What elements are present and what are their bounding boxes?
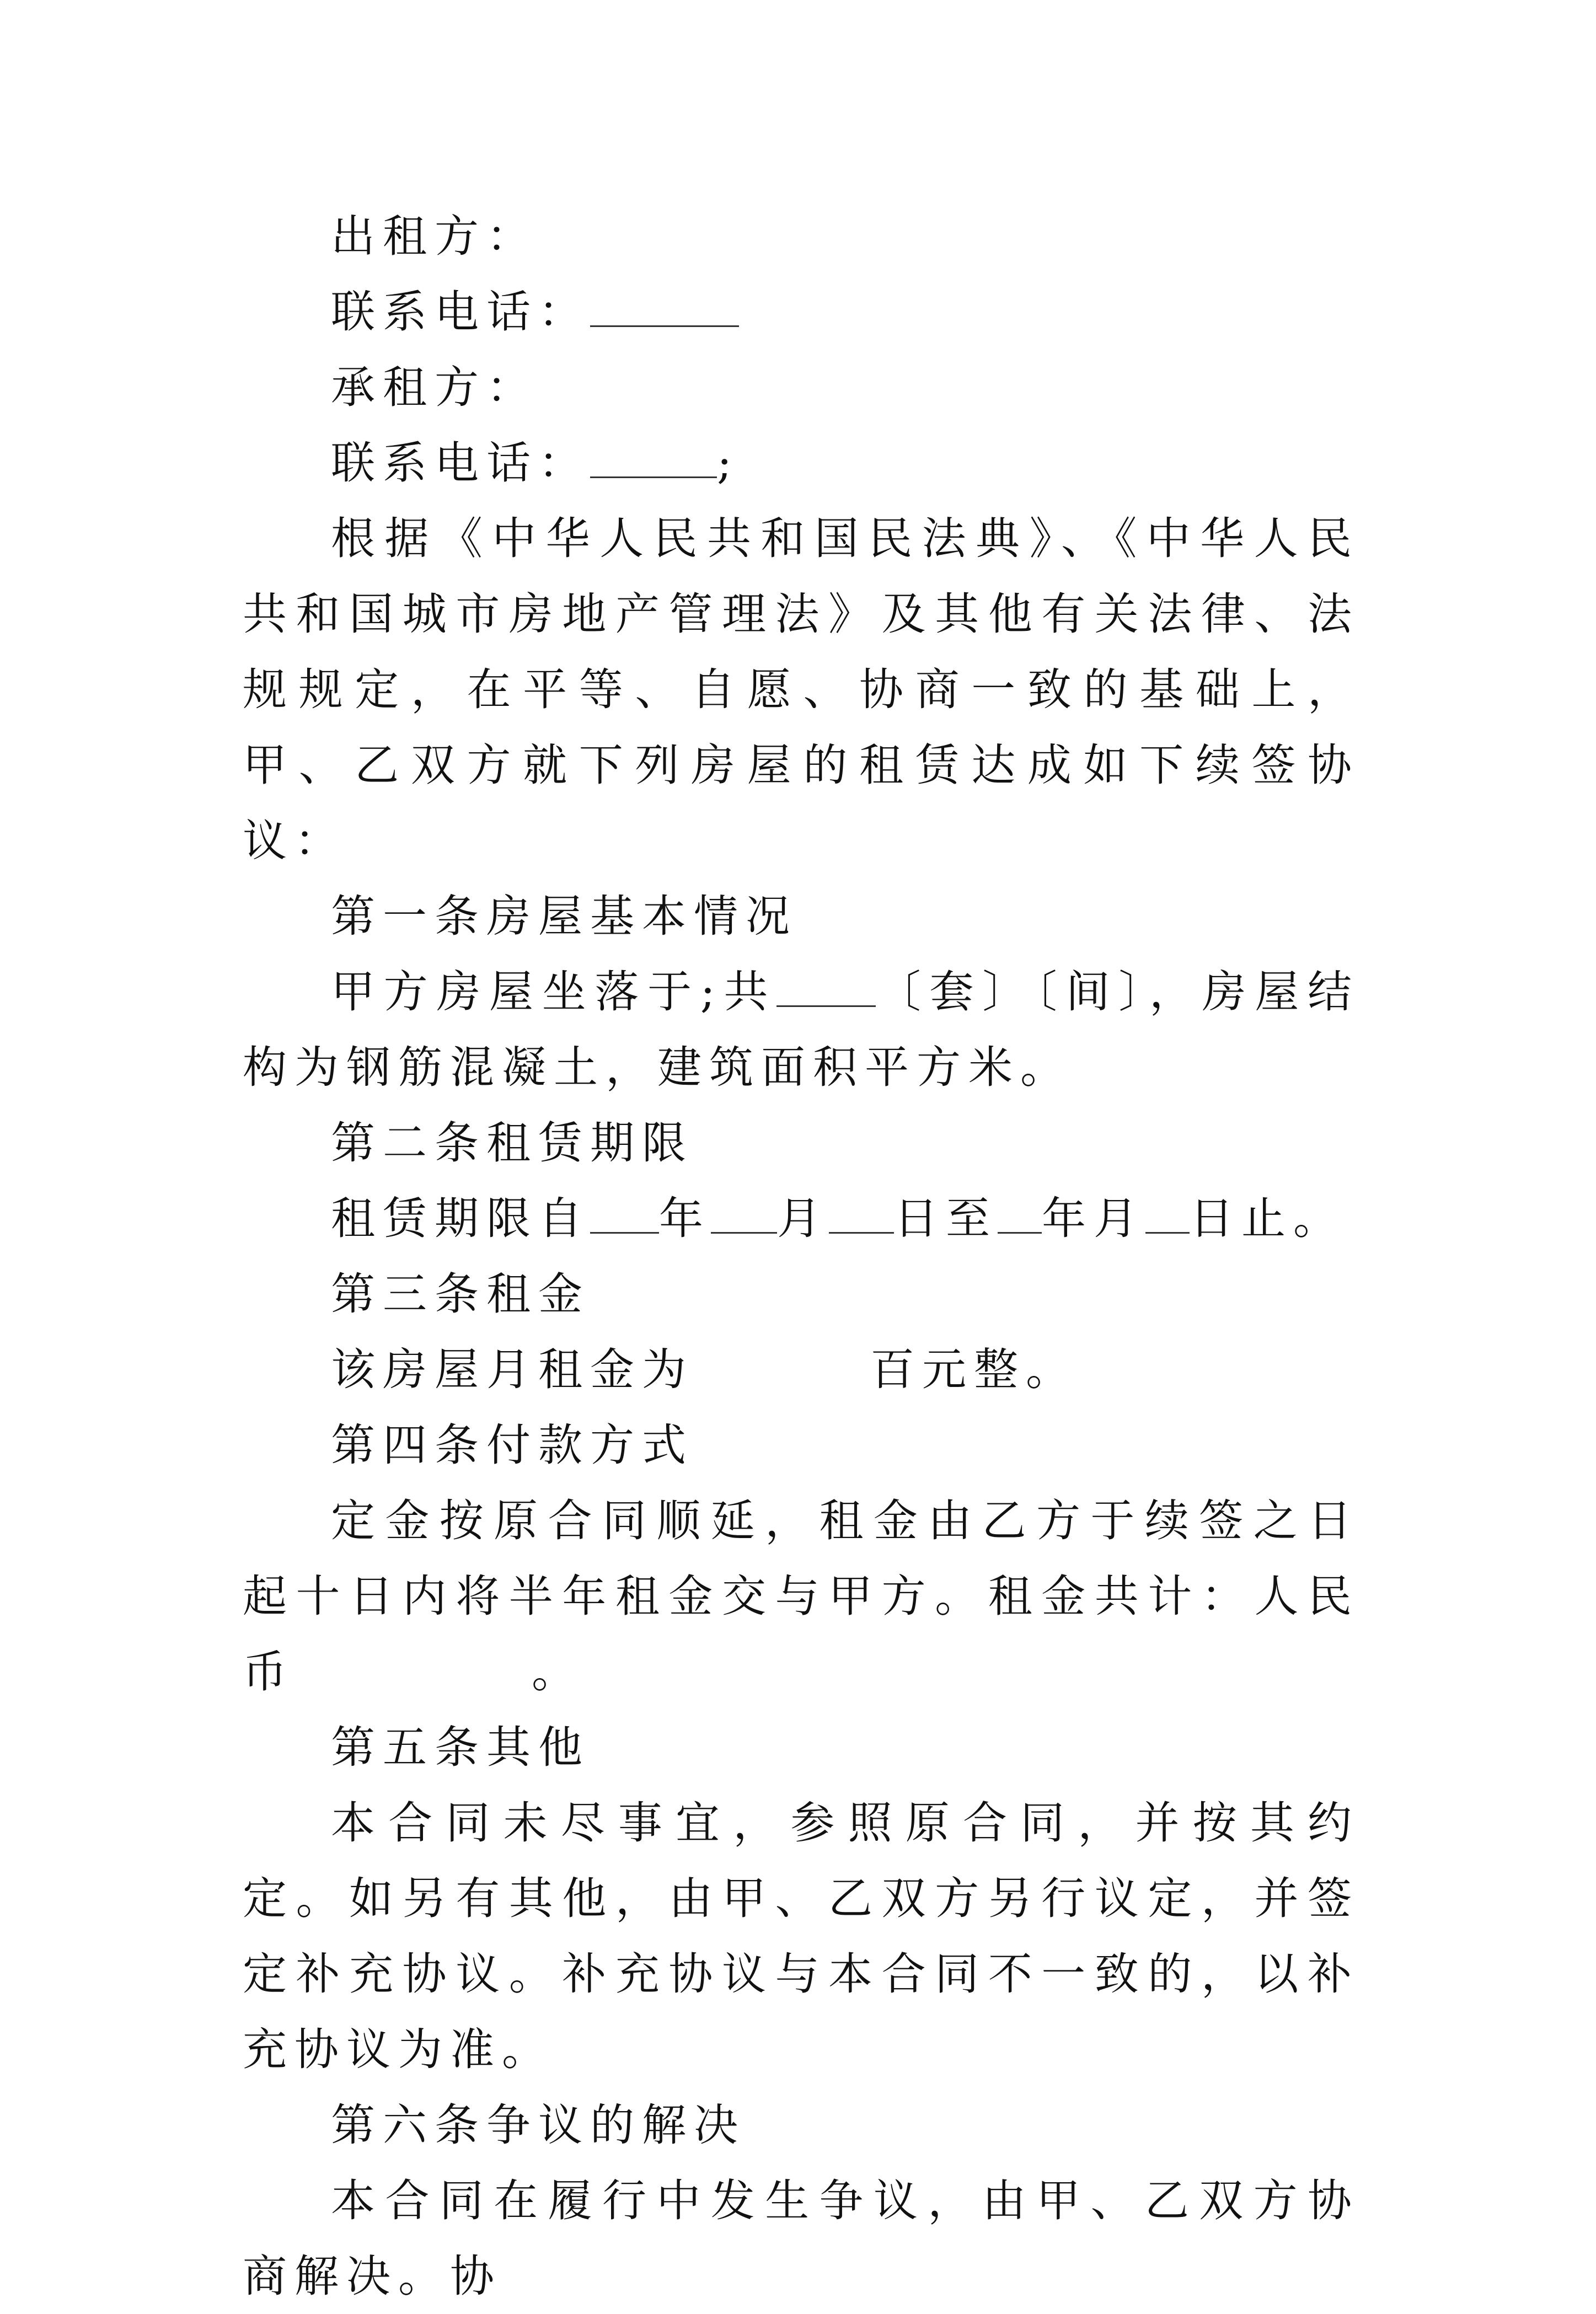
text-segment: 租赁期限自 <box>331 1193 590 1244</box>
intro-paragraph: 根据《中华人民共和国民法典》、《中华人民共和国城市房地产管理法》及其他有关法律、法规规定，在平等、自愿、协商一致的基础上，甲、乙双方就下列房屋的租赁达成如下续签协议： <box>243 513 1359 866</box>
text-segment: 该房屋月租金为 <box>331 1344 694 1395</box>
article-3-body <box>243 1332 1359 1407</box>
text-segment: 〔套〕〔间〕，房屋结构为钢筋混凝土，建筑面积平方米。 <box>243 966 1360 1093</box>
article-3-title: 第三条租金 <box>331 1268 590 1320</box>
article-1-body <box>243 954 1359 1105</box>
punctuation: ; <box>717 437 740 489</box>
lessee-label: 承租方： <box>331 362 538 413</box>
blank-field <box>590 1196 659 1234</box>
blank-field <box>590 440 717 478</box>
text-segment: 定金按原合同顺延，租金由乙方于续签之日起十日内将半年租金交与甲方。租金共计：人民币 <box>243 1495 1359 1697</box>
article-5-title: 第五条其他 <box>331 1722 590 1773</box>
text-segment: 年月 <box>1042 1193 1145 1244</box>
blank-field <box>1145 1196 1190 1234</box>
blank-field <box>998 1196 1042 1234</box>
article-5-body: 本合同未尽事宜，参照原合同，并按其约定。如另有其他，由甲、乙双方另行议定，并签定补充协议。补充协议与本合同不一致的，以补充协议为准。 <box>243 1797 1359 2075</box>
lessee-phone-line <box>243 425 1359 501</box>
text-segment: 年 <box>659 1193 711 1244</box>
blank-field <box>829 1196 894 1234</box>
lessor-phone-line <box>243 274 1359 350</box>
article-4-title: 第四条付款方式 <box>331 1420 694 1471</box>
article-1-title: 第一条房屋基本情况 <box>331 891 797 942</box>
article-2-body <box>243 1181 1359 1256</box>
blank-field <box>711 1196 777 1234</box>
contract-body <box>243 199 1359 2314</box>
lessee-line <box>243 350 1359 425</box>
blank-field <box>590 289 739 327</box>
article-2-title: 第二条租赁期限 <box>331 1117 694 1169</box>
text-segment: 日止。 <box>1190 1193 1345 1244</box>
article-6-title: 第六条争议的解决 <box>331 2099 746 2151</box>
phone-label: 联系电话： <box>331 286 590 338</box>
punctuation: 。 <box>532 1646 583 1697</box>
lessor-label: 出租方： <box>331 211 538 262</box>
blank-field <box>776 969 876 1007</box>
lessor-line <box>243 199 1359 274</box>
text-segment: 甲方房屋坐落于;共 <box>331 966 777 1017</box>
text-segment: 日至 <box>894 1193 998 1244</box>
text-segment: 百元整。 <box>870 1344 1078 1395</box>
article-6-body: 本合同在履行中发生争议，由甲、乙双方协商解决。协 <box>243 2175 1359 2302</box>
article-4-body <box>243 1483 1359 1710</box>
text-segment: 月 <box>777 1193 829 1244</box>
phone-label: 联系电话： <box>331 437 590 489</box>
